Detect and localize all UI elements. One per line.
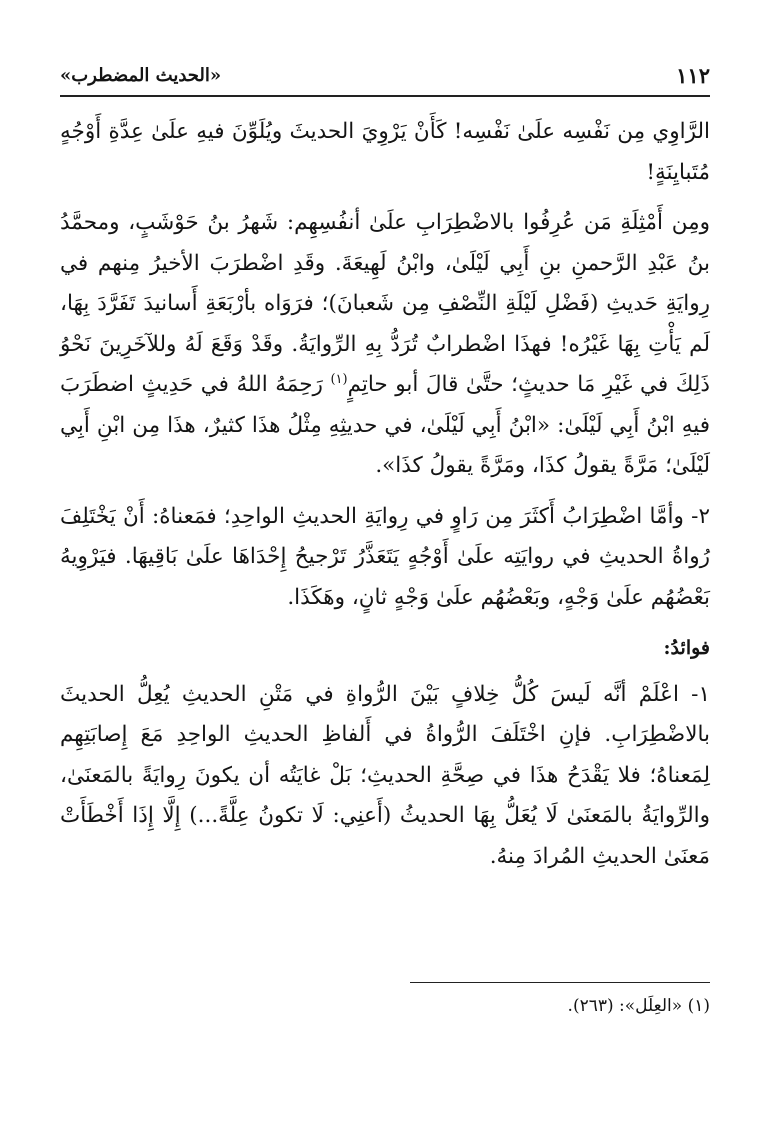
main-text [60,112,710,887]
page-header [60,58,710,92]
header-divider [60,95,710,97]
paragraph-2 [60,203,710,487]
page-number: ١١٢ [676,62,710,88]
paragraph-2-part-b: رَحِمَهُ اللهُ في حَدِيثٍ اضطَرَبَ فيهِ ابْنُ أَبِي لَيْلَىٰ: «ابْنُ أَبِي لَيْلَىٰ، في حديثِهِ مِثْلُ هذَا كثيرٌ، هذَا مِن ابْنِ أَبِي لَيْلَىٰ؛ مَرَّةً يقولُ كذَا، ومَرَّةً يقولُ كذَا». [60,372,710,478]
paragraph-1: الرَّاوِي مِن نَفْسِه علَىٰ نَفْسِه! كَأَنْ يَرْوِيَ الحديثَ ويُلَوِّنَ فيهِ علَىٰ عِدَّةِ أَوْجُهٍ مُتَبايِنَةٍ! [60,119,710,185]
running-title: «الحديث المضطرب» [60,64,222,86]
section-heading: فوائدُ: [663,637,710,659]
footnote-reference: (١) [330,371,348,387]
paragraph-2-part-a: ومِن أَمْثِلَةِ مَن عُرِفُوا بالاضْطِرَابِ علَىٰ أنفُسِهِم: شَهرُ بنُ حَوْشَبٍ، ومحمَّدُ بنُ عَبْدِ الرَّحمنِ بنِ أَبِي لَيْلَىٰ، وابْنُ لَهِيعَةَ. وقَدِ اضْطرَبَ الأخيرُ مِنهم في رِوايَةِ حَديثِ (فَضْلِ لَيْلَةِ النِّصْفِ مِن شَعبانَ)؛ فرَوَاه بأرْبَعَةِ أَسانيدَ تَفَرَّدَ بِهَا، لَم يَأْتِ بِهَا غَيْرُه! فهذَا اضْطرابٌ تُرَدُّ بِهِ الرِّوايَةُ. وقَدْ وَقَعَ لَهُ وللآخَرِينَ نَحْوُ ذَلِكَ في غَيْرِ مَا حديثٍ؛ حتَّىٰ قالَ أبو حاتِمٍ [60,210,710,397]
footnote-divider [410,982,710,983]
footnote: (١) «العِلَل»: (٢٦٣). [567,996,710,1016]
paragraph-3: ٢- وأمَّا اضْطِرَابُ أَكثَرَ مِن رَاوٍ في رِوايَةِ الحديثِ الواحِدِ؛ فمَعناهُ: أَنْ يَخْتَلِفَ رُواةُ الحديثِ في روايَتِه علَىٰ أَوْجُهٍ يَتَعَذَّرُ تَرْجيحُ إِحْدَاهَا علَىٰ بَاقِيهَا. فيَرْوِيهُ بَعْضُهُم علَىٰ وَجْهٍ، وبَعْضُهُم علَىٰ وَجْهٍ ثانٍ، وهَكَذَا. [60,503,710,610]
paragraph-4: ١- اعْلَمْ أنَّه لَيسَ كُلُّ خِلافٍ بَيْنَ الرُّواةِ في مَتْنِ الحديثِ يُعِلُّ الحديثَ بالاضْطِرَابِ. فإنِ اخْتَلَفَ الرُّواةُ في أَلفاظِ الحديثِ الواحِدِ مَعَ إِصابَتِهِم لِمَعناهُ؛ فلا يَقْدَحُ هذَا في صِحَّةِ الحديثِ؛ بَلْ غايَتُه أن يكونَ رِوايَةً بالمَعنَىٰ، والرِّوايَةُ بالمَعنَىٰ لَا يُعَلُّ بِهَا الحديثُ (أَعنِي: لَا تكونُ عِلَّةً...) إِلَّا إِذَا أَخْطَأَتْ مَعنَىٰ الحديثِ المُرادَ مِنهُ. [60,681,710,869]
